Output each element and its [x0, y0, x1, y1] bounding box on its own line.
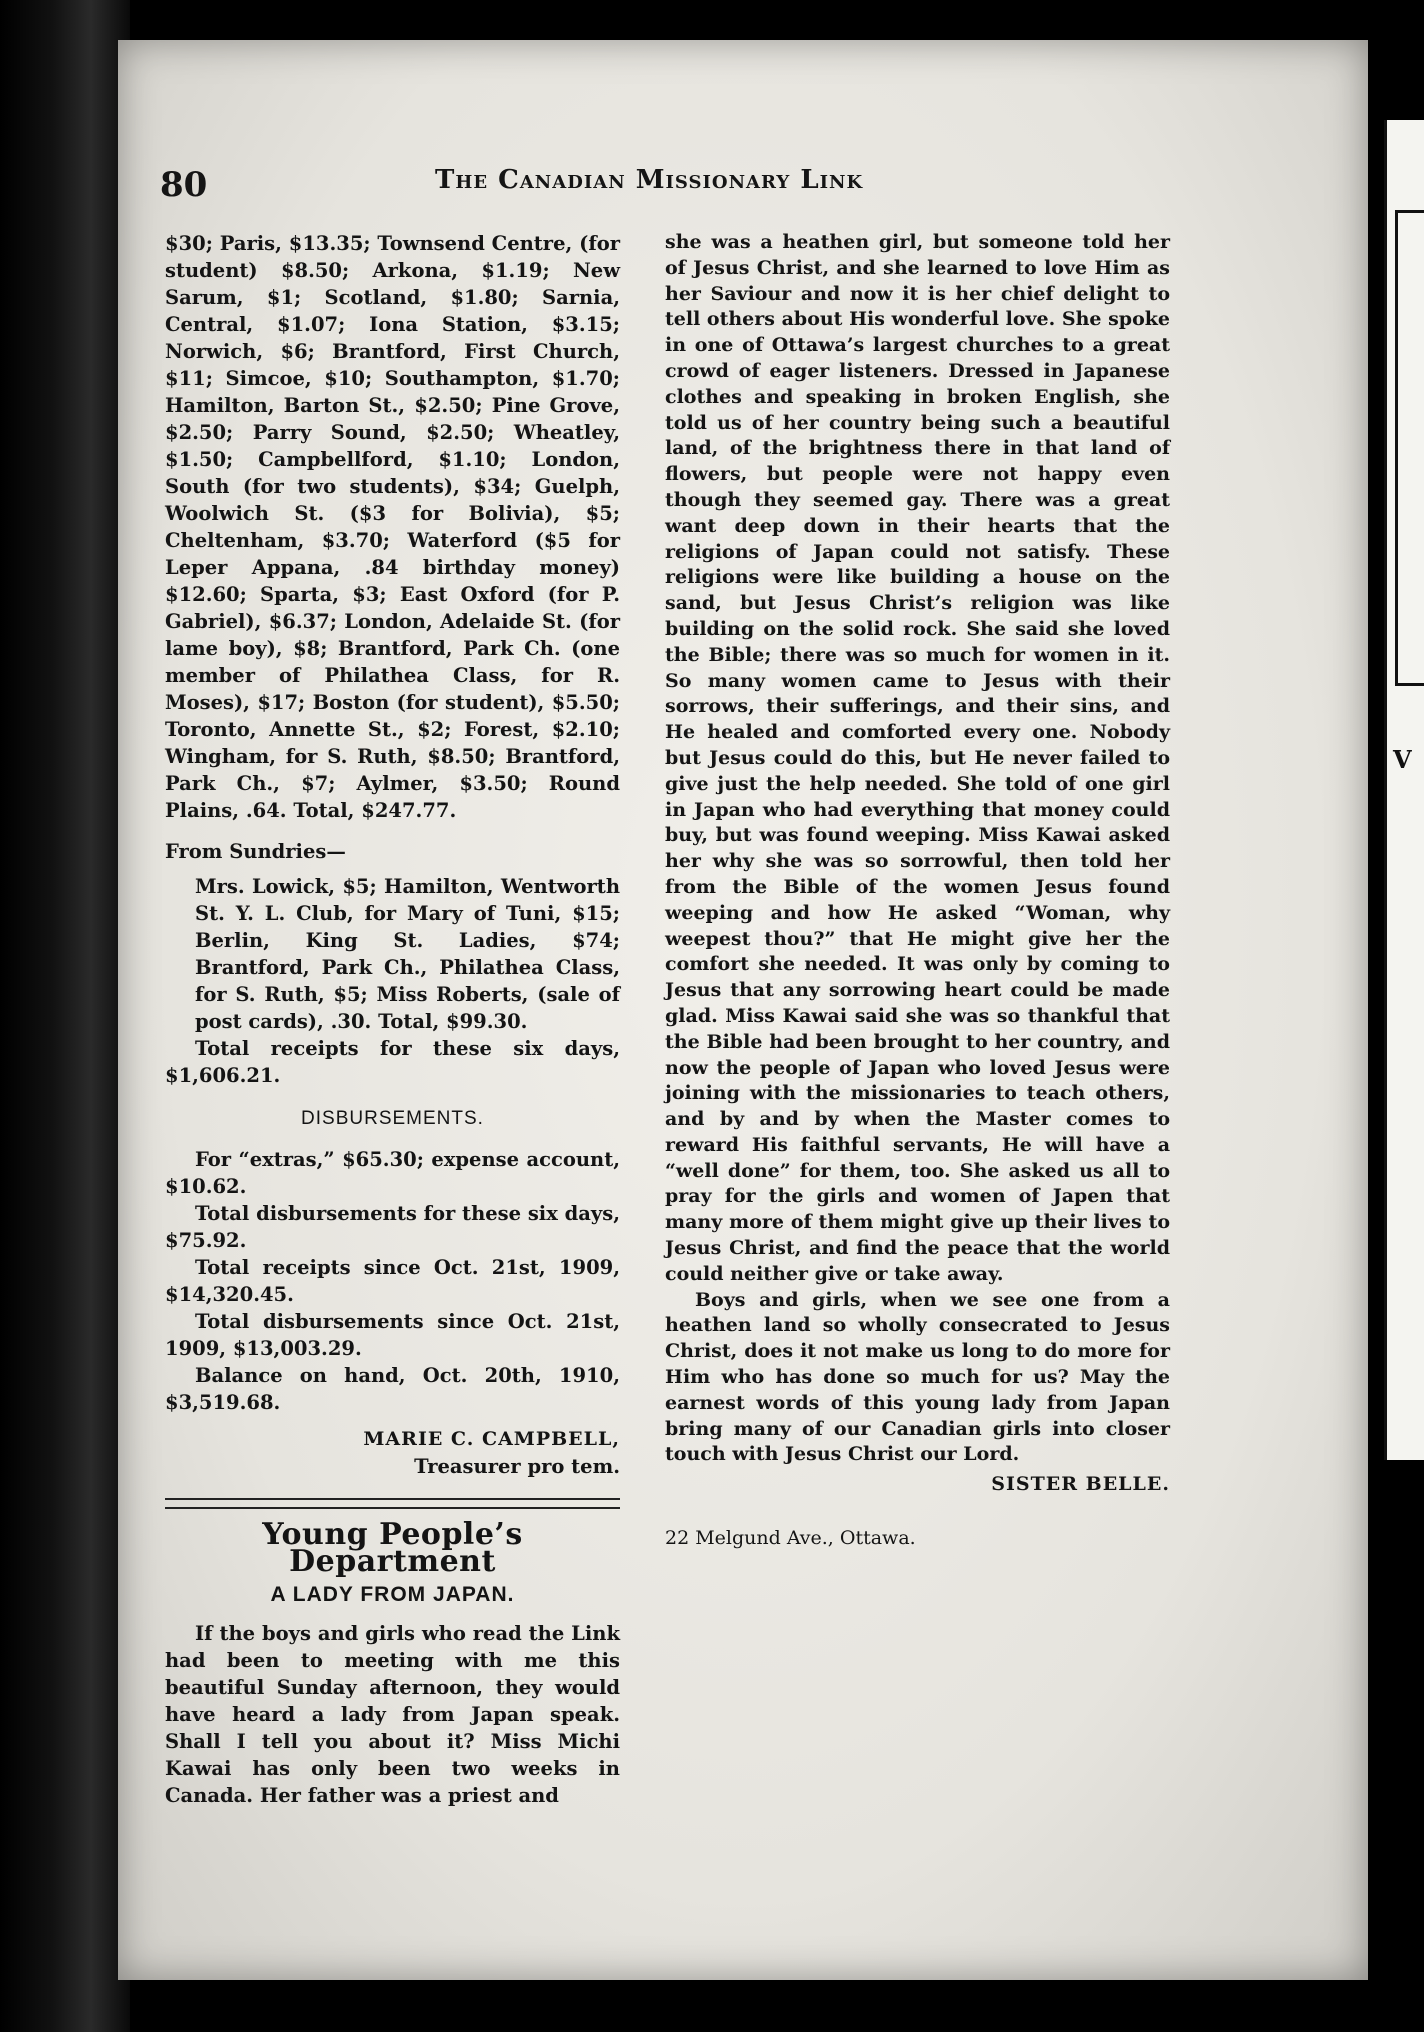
- treasurer-signature-name: MARIE C. CAMPBELL,: [363, 1428, 620, 1450]
- book-binding-shadow: [0, 0, 130, 2032]
- department-title: Young People’s Department: [262, 1517, 523, 1579]
- treasurer-signature-title: Treasurer pro tem.: [414, 1455, 620, 1478]
- disbursements-heading: DISBURSEMENTS.: [301, 1108, 484, 1129]
- adjacent-page-frame: [1395, 210, 1424, 686]
- sundries-heading: From Sundries—: [165, 840, 346, 863]
- disbursement-line: For “extras,” $65.30; expense account, $10.62.: [165, 1148, 620, 1198]
- page-header: [160, 165, 1010, 225]
- disbursement-line: Total disbursements since Oct. 21st, 1909, $13,003.29.: [165, 1310, 620, 1360]
- running-title: The Canadian Missionary Link: [435, 165, 864, 195]
- total-receipts-six-days: Total receipts for these six days, $1,606.21.: [165, 1037, 620, 1087]
- page-number: 80: [160, 165, 208, 205]
- left-column: [165, 230, 620, 1809]
- story-opening: If the boys and girls who read the Link had been to meeting with me this beautiful Sunday afternoon, they would have heard a lady from Japan speak. Shall I tell you about it? Miss Michi Kawai has only been two weeks in Canada. Her father was a priest and: [165, 1622, 620, 1807]
- receipts-list: $30; Paris, $13.35; Townsend Centre, (for student) $8.50; Arkona, $1.19; New Sarum, $1; Scotland, $1.80; Sarnia, Central, $1.07; Iona Station, $3.15; Norwich, $6; Brantford, First Church, $11; Simcoe, $10; Southampton, $1.70; Hamilton, Barton St., $2.50; Pine Grove, $2.50; Parry Sound, $2.50; Wheatley, $1.50; Campbellford, $1.10; London, South (for two students), $34; Guelph, Woolwich St. ($3 for Bolivia), $5; Cheltenham, $3.70; Waterford ($5 for Leper Appana, .84 birthday money) $12.60; Sparta, $3; East Oxford (for P. Gabriel), $6.37; London, Adelaide St. (for lame boy), $8; Brantford, Park Ch. (one member of Philathea Class, for R. Moses), $17; Boston (for student), $5.50; Toronto, Annette St., $2; Forest, $2.10; Wingham, for S. Ruth, $8.50; Brantford, Park Ch., $7; Aylmer, $3.50; Round Plains, .64. Total, $247.77.: [165, 232, 620, 822]
- story-title: A LADY FROM JAPAN.: [270, 1583, 515, 1606]
- section-divider: [165, 1498, 620, 1509]
- sundries-text: Mrs. Lowick, $5; Hamilton, Wentworth St. Y. L. Club, for Mary of Tuni, $15; Berlin, King St. Ladies, $74; Brantford, Park Ch., Philathea Class, for S. Ruth, $5; Miss Roberts, (sale of post cards), .30. Total, $99.30.: [195, 875, 620, 1033]
- adjacent-page-letter: V: [1393, 745, 1412, 774]
- right-column: [665, 230, 1170, 1552]
- story-continued: she was a heathen girl, but someone told her of Jesus Christ, and she learned to love Him as her Saviour and now it is her chief delight to tell others about His wonderful love. She spoke in one of Ottawa’s largest churches to a great crowd of eager listeners. Dressed in Japanese clothes and speaking in broken English, she told us of her country being such a beautiful land, of the brightness there in that land of flowers, but people were not happy even though they seemed gay. There was a great want deep down in their hearts that the religions of Japan could not satisfy. These religions were like building a house on the sand, but Jesus Christ’s religion was like building on the solid rock. She said she loved the Bible; there was so much for women in it. So many women came to Jesus with their sorrows, their sufferings, and their sins, and He healed and comforted every one. Nobody but Jesus could do this, but He never failed to give just the help needed. She told of one girl in Japan who had everything that money could buy, but was found weeping. Miss Kawai asked her why she was so sorrowful, then told her from the Bible of the women Jesus found weeping and how He asked “Woman, why weepest thou?” that He might give her the comfort she needed. It was only by coming to Jesus that any sorrowing heart could be made glad. Miss Kawai said she was so thankful that the Bible had been brought to her country, and now the people of Japan who loved Jesus were joining with the missionaries to teach others, and by and by when the Master comes to reward His faithful servants, He will have a “well done” for them, too. She asked us all to pray for the girls and women of Japen that many more of them might give up their lives to Jesus Christ, and find the peace that the world could neither give or take away.: [665, 231, 1170, 1285]
- disbursement-line: Total disbursements for these six days, $75.92.: [165, 1202, 620, 1252]
- disbursement-line: Balance on hand, Oct. 20th, 1910, $3,519.68.: [165, 1364, 620, 1414]
- author-address: 22 Melgund Ave., Ottawa.: [665, 1527, 916, 1550]
- adjacent-page-edge: [1384, 120, 1424, 1460]
- author-signature: SISTER BELLE.: [991, 1473, 1170, 1496]
- closing-paragraph: Boys and girls, when we see one from a heathen land so wholly consecrated to Jesus Christ, does it not make us long to do more for Him who has done so much for us? May the earnest words of this young lady from Japan bring many of our Canadian girls into closer touch with Jesus Christ our Lord.: [665, 1288, 1170, 1466]
- disbursement-line: Total receipts since Oct. 21st, 1909, $14,320.45.: [165, 1256, 620, 1306]
